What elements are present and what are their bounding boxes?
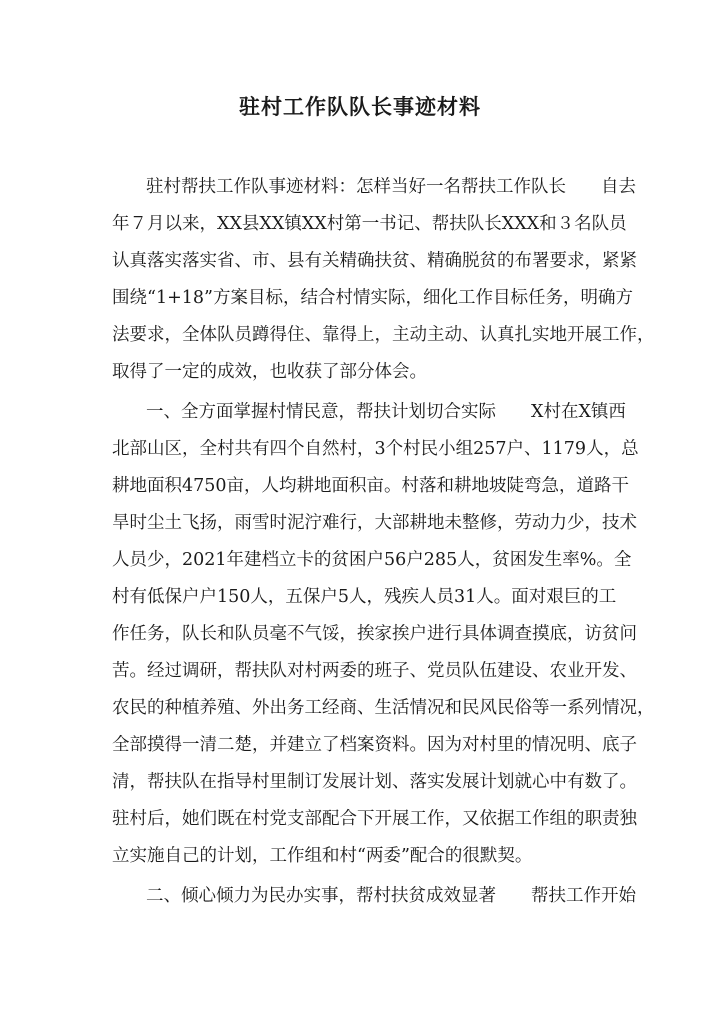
paragraph-line: 围绕“1+18”方案目标，结合村情实际，细化工作目标任务，明确方 (112, 288, 633, 308)
paragraph-line: 人员少，2021年建档立卡的贫困户56户285人，贫困发生率%。全 (112, 550, 632, 570)
document-title: 驻村工作队队长事迹材料 (239, 94, 481, 119)
paragraph-line: 法要求，全体队员蹲得住、靠得上，主动主动、认真扎实地开展工作， (112, 325, 655, 345)
paragraph-line: 年７月以来，XX县XX镇XX村第一书记、帮扶队长XXX和３名队员 (112, 214, 627, 234)
paragraph-line: 北部山区，全村共有四个自然村，3个村民小组257户、1179人，总 (112, 439, 639, 459)
paragraph-line: 农民的种植养殖、外出务工经商、生活情况和民风民俗等一系列情况， (112, 698, 655, 718)
paragraph-line: 二、倾心倾力为民办实事，帮村扶贫成效显著 帮扶工作开始 (146, 886, 636, 906)
paragraph-line: 旱时尘土飞扬，雨雪时泥泞难行，大部耕地未整修，劳动力少，技术 (112, 513, 637, 533)
paragraph-line: 一、全方面掌握村情民意，帮扶计划切合实际 X村在X镇西 (146, 402, 626, 422)
paragraph-line: 苦。经过调研，帮扶队对村两委的班子、党员队伍建设、农业开发、 (112, 661, 637, 681)
paragraph-line: 认真落实落实省、市、县有关精确扶贫、精确脱贫的布署要求，紧紧 (112, 251, 637, 271)
paragraph-line: 作任务，队长和队员毫不气馁，挨家挨户进行具体调查摸底，访贫问 (112, 624, 637, 644)
paragraph-line: 驻村帮扶工作队事迹材料：怎样当好一名帮扶工作队长 自去 (146, 177, 636, 197)
paragraph-line: 清，帮扶队在指导村里制订发展计划、落实发展计划就心中有数了。 (112, 772, 637, 792)
paragraph-line: 立实施自己的计划，工作组和村“两委”配合的很默契。 (112, 846, 533, 866)
paragraph-line: 全部摸得一清二楚，并建立了档案资料。因为对村里的情况明、底子 (112, 735, 637, 755)
paragraph-line: 耕地面积4750亩，人均耕地面积亩。村落和耕地坡陡弯急，道路干 (112, 476, 630, 496)
paragraph-line: 取得了一定的成效，也收获了部分体会。 (112, 362, 427, 382)
paragraph-line: 驻村后，她们既在村党支部配合下开展工作，又依据工作组的职责独 (112, 809, 637, 829)
paragraph-line: 村有低保户户150人，五保户5人，残疾人员31人。面对艰巨的工 (112, 587, 617, 607)
